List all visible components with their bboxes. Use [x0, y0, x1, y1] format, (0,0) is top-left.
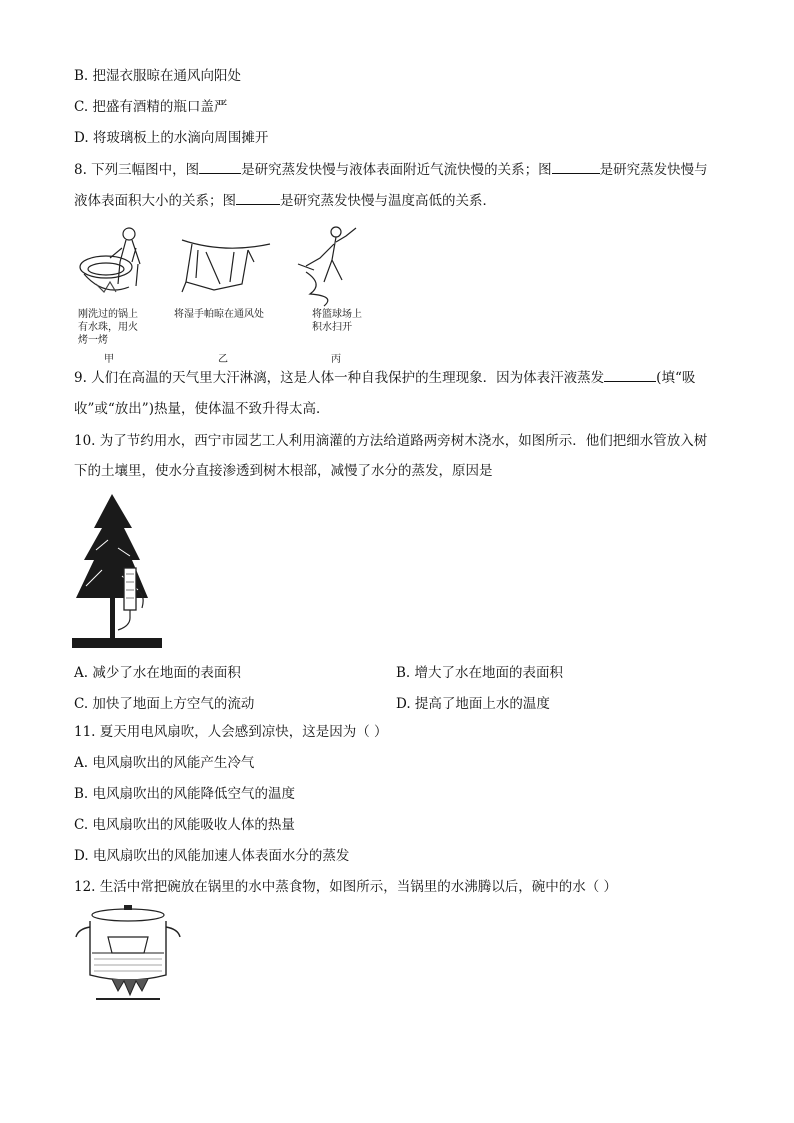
q8-text-4: 液体表面积大小的关系；图 — [74, 193, 236, 209]
q8-figure — [74, 222, 384, 364]
q8-text-1: 8. 下列三幅图中，图 — [74, 162, 200, 178]
figure-bing-label: 丙 — [331, 354, 341, 365]
figure-jia-drawing — [80, 228, 140, 292]
q10-tree-figure — [72, 490, 162, 650]
figure-jia-caption: 刚洗过的锅上 有水珠，用火 烤一烤 — [78, 309, 138, 346]
q8-text-5: 是研究蒸发快慢与温度高低的关系． — [280, 193, 496, 209]
pot-steamer-drawing — [72, 905, 184, 1005]
figure-yi-label: 乙 — [218, 354, 228, 365]
q9-text-2: (填“吸 — [656, 370, 696, 386]
q11-option-a: A. 电风扇吹出的风能产生冷气 — [74, 755, 255, 771]
q7-option-d: D. 将玻璃板上的水滴向周围摊开 — [74, 130, 269, 146]
q8-blank-2 — [552, 161, 600, 174]
figure-jia-label: 甲 — [104, 354, 114, 365]
q11-option-b: B. 电风扇吹出的风能降低空气的温度 — [74, 786, 296, 802]
q10-option-c: C. 加快了地面上方空气的流动 — [74, 696, 255, 712]
q9-blank — [604, 369, 656, 382]
q11-option-c: C. 电风扇吹出的风能吸收人体的热量 — [74, 817, 295, 833]
q10-option-a: A. 减少了水在地面的表面积 — [74, 665, 241, 681]
q10-line-2: 下的土壤里，使水分直接渗透到树木根部，减慢了水分的蒸发，原因是 — [74, 463, 493, 479]
q10-line-1: 10. 为了节约用水，西宁市园艺工人利用滴灌的方法给道路两旁树木浇水，如图所示．他们把细水管放入树 — [74, 433, 708, 449]
figure-bing-caption: 将篮球场上 积水扫开 — [312, 309, 362, 333]
q8-blank-3 — [236, 192, 280, 205]
figure-yi-drawing — [182, 240, 270, 292]
q8-figure-drawings — [74, 222, 384, 312]
q8-line-1 — [74, 161, 708, 179]
q8-text-3: 是研究蒸发快慢与 — [599, 162, 708, 178]
q7-option-b: B. 把湿衣服晾在通风向阳处 — [74, 68, 242, 84]
q12-pot-figure — [72, 905, 184, 1005]
q8-line-2 — [74, 192, 496, 210]
q8-blank-1 — [199, 161, 241, 174]
tree-drip-drawing — [72, 490, 162, 650]
q7-option-c: C. 把盛有酒精的瓶口盖严 — [74, 99, 228, 115]
figure-yi-caption: 将湿手帕晾在通风处 — [174, 309, 264, 320]
q9-line-1 — [74, 369, 695, 387]
q10-option-b: B. 增大了水在地面的表面积 — [396, 665, 564, 681]
q8-text-2: 是研究蒸发快慢与液体表面附近气流快慢的关系；图 — [241, 162, 552, 178]
q9-text-1: 9. 人们在高温的天气里大汗淋漓，这是人体一种自我保护的生理现象．因为体表汗液蒸发 — [74, 370, 605, 386]
q11-option-d: D. 电风扇吹出的风能加速人体表面水分的蒸发 — [74, 848, 350, 864]
figure-bing-drawing — [298, 227, 356, 306]
q10-option-d: D. 提高了地面上水的温度 — [396, 696, 550, 712]
q9-line-2: 收”或“放出”)热量，使体温不致升得太高． — [74, 401, 330, 417]
q11-stem: 11. 夏天用电风扇吹，人会感到凉快，这是因为（ ） — [74, 724, 388, 740]
q12-stem: 12. 生活中常把碗放在锅里的水中蒸食物，如图所示，当锅里的水沸腾以后，碗中的水（ ） — [74, 879, 618, 895]
